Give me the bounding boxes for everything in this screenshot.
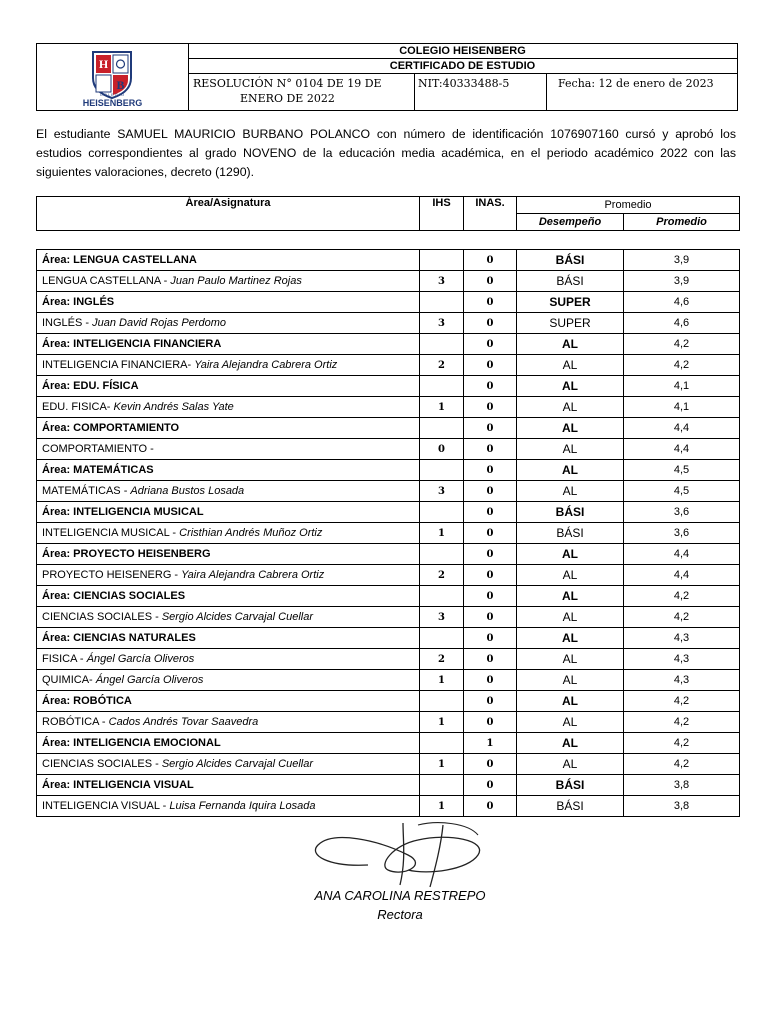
nit-cell [414, 74, 547, 110]
row-promedio: 4,2 [624, 586, 740, 607]
row-name-text: LENGUA CASTELLANA - [42, 275, 171, 287]
logo-small-text: COLEGIO [99, 92, 126, 97]
row-desempeno: BÁSI [517, 775, 624, 796]
row-inas: 0 [464, 607, 517, 628]
row-ihs [420, 334, 464, 355]
row-promedio: 4,3 [624, 628, 740, 649]
row-name [37, 523, 420, 544]
signer-role: Rectora [377, 907, 423, 922]
grades-table-header [36, 196, 740, 231]
row-name-text: INTELIGENCIA VISUAL - [42, 800, 170, 812]
row-ihs [420, 733, 464, 754]
row-name [37, 271, 420, 292]
row-ihs [420, 586, 464, 607]
row-desempeno: AL [517, 418, 624, 439]
row-desempeno: AL [517, 649, 624, 670]
row-inas: 0 [464, 334, 517, 355]
area-row [37, 376, 740, 397]
subject-row [37, 712, 740, 733]
row-desempeno: AL [517, 733, 624, 754]
row-promedio: 3,6 [624, 523, 740, 544]
row-name-text: Área: CIENCIAS NATURALES [42, 632, 196, 644]
row-inas: 0 [464, 376, 517, 397]
row-desempeno: BÁSI [517, 796, 624, 817]
row-ihs: 0 [420, 439, 464, 460]
row-inas: 0 [464, 796, 517, 817]
row-name-text: Área: INTELIGENCIA EMOCIONAL [42, 737, 221, 749]
row-desempeno: AL [517, 607, 624, 628]
row-desempeno: AL [517, 481, 624, 502]
row-ihs [420, 250, 464, 271]
row-name [37, 796, 420, 817]
row-desempeno: AL [517, 565, 624, 586]
row-desempeno: AL [517, 691, 624, 712]
row-ihs [420, 775, 464, 796]
row-name-text: COMPORTAMIENTO - [42, 443, 154, 455]
row-name [37, 649, 420, 670]
area-row [37, 418, 740, 439]
row-name-text: Área: MATEMÁTICAS [42, 464, 154, 476]
row-ihs [420, 418, 464, 439]
row-inas: 1 [464, 733, 517, 754]
subject-row [37, 271, 740, 292]
row-teacher: Adriana Bustos Losada [130, 485, 245, 497]
resolution-line-1: RESOLUCIÓN N° 0104 DE 19 DE [193, 77, 382, 90]
row-name-text: QUIMICA- [42, 674, 96, 686]
row-ihs: 3 [420, 271, 464, 292]
row-name [37, 544, 420, 565]
row-ihs: 3 [420, 607, 464, 628]
row-name-text: Área: INTELIGENCIA VISUAL [42, 779, 194, 791]
row-ihs [420, 292, 464, 313]
row-inas: 0 [464, 628, 517, 649]
row-name [37, 250, 420, 271]
row-name [37, 376, 420, 397]
subject-row [37, 754, 740, 775]
row-desempeno: AL [517, 334, 624, 355]
row-inas: 0 [464, 712, 517, 733]
row-desempeno: AL [517, 376, 624, 397]
row-desempeno: AL [517, 397, 624, 418]
row-promedio: 3,6 [624, 502, 740, 523]
row-promedio: 4,3 [624, 670, 740, 691]
row-promedio: 4,6 [624, 313, 740, 334]
row-ihs: 3 [420, 313, 464, 334]
area-row [37, 502, 740, 523]
row-desempeno: BÁSI [517, 523, 624, 544]
row-name [37, 397, 420, 418]
row-name [37, 565, 420, 586]
row-promedio: 4,5 [624, 481, 740, 502]
row-ihs: 1 [420, 397, 464, 418]
area-row [37, 586, 740, 607]
row-teacher: Cados Andrés Tovar Saavedra [108, 716, 259, 728]
issue-date: Fecha: 12 de enero de 2023 [558, 77, 714, 90]
row-name-text: INGLÉS - [42, 317, 93, 329]
row-promedio: 4,4 [624, 418, 740, 439]
row-inas: 0 [464, 397, 517, 418]
subject-row [37, 439, 740, 460]
row-ihs: 3 [420, 481, 464, 502]
row-name [37, 460, 420, 481]
row-promedio: 4,4 [624, 565, 740, 586]
row-inas: 0 [464, 418, 517, 439]
row-desempeno: AL [517, 439, 624, 460]
row-name [37, 628, 420, 649]
row-inas: 0 [464, 460, 517, 481]
row-promedio: 4,3 [624, 649, 740, 670]
row-name-text: INTELIGENCIA FINANCIERA- [42, 359, 195, 371]
row-name-text: INTELIGENCIA MUSICAL - [42, 527, 180, 539]
row-teacher: Yaira Alejandra Cabrera Ortiz [181, 569, 325, 581]
row-promedio: 3,8 [624, 775, 740, 796]
row-ihs: 2 [420, 649, 464, 670]
row-name-text: Área: PROYECTO HEISENBERG [42, 548, 211, 560]
row-promedio: 4,2 [624, 712, 740, 733]
row-desempeno: AL [517, 754, 624, 775]
row-inas: 0 [464, 481, 517, 502]
row-inas: 0 [464, 502, 517, 523]
row-promedio: 4,1 [624, 397, 740, 418]
row-inas: 0 [464, 250, 517, 271]
row-name-text: Área: INGLÉS [42, 296, 115, 308]
row-promedio: 4,4 [624, 439, 740, 460]
header-promedio: Promedio [624, 214, 740, 231]
row-name [37, 418, 420, 439]
area-row [37, 292, 740, 313]
row-inas: 0 [464, 544, 517, 565]
header-promedio-group: Promedio [517, 197, 740, 214]
row-name [37, 334, 420, 355]
row-ihs: 2 [420, 355, 464, 376]
row-teacher: Ángel García Oliveros [95, 674, 204, 686]
row-inas: 0 [464, 649, 517, 670]
row-promedio: 4,2 [624, 733, 740, 754]
row-name-text: Área: EDU. FÍSICA [42, 380, 139, 392]
area-row [37, 250, 740, 271]
row-name [37, 313, 420, 334]
subject-row [37, 565, 740, 586]
logo-letter-h: H [98, 57, 109, 71]
row-name [37, 712, 420, 733]
signature-icon [308, 815, 508, 895]
row-name-text: EDU. FISICA- [42, 401, 114, 413]
row-name [37, 355, 420, 376]
row-name [37, 439, 420, 460]
subject-row [37, 670, 740, 691]
row-name-text: Área: INTELIGENCIA MUSICAL [42, 506, 204, 518]
row-teacher: Cristhian Andrés Muñoz Ortiz [179, 527, 323, 539]
row-inas: 0 [464, 754, 517, 775]
row-desempeno: BÁSI [517, 271, 624, 292]
row-ihs: 1 [420, 523, 464, 544]
row-promedio: 4,4 [624, 544, 740, 565]
subject-row [37, 607, 740, 628]
row-inas: 0 [464, 565, 517, 586]
subject-row [37, 355, 740, 376]
row-promedio: 4,2 [624, 334, 740, 355]
header-desempeno: Desempeño [517, 214, 624, 231]
certificate-statement: El estudiante SAMUEL MAURICIO BURBANO POLANCO con número de identificación 1076907160 cursó y aprobó los estudios correspondientes al grado NOVENO de la educación media académica, en el periodo académico 2022 con las siguientes valoraciones, decreto (1290). [36, 127, 736, 179]
row-teacher: Juan Paulo Martinez Rojas [170, 275, 302, 287]
row-desempeno: AL [517, 355, 624, 376]
row-desempeno: AL [517, 628, 624, 649]
row-name-text: MATEMÁTICAS - [42, 485, 131, 497]
row-name-text: CIENCIAS SOCIALES - [42, 758, 162, 770]
row-name-text: Área: INTELIGENCIA FINANCIERA [42, 338, 222, 350]
row-ihs: 1 [420, 796, 464, 817]
row-desempeno: AL [517, 460, 624, 481]
row-ihs [420, 376, 464, 397]
signer-name: ANA CAROLINA RESTREPO [314, 888, 486, 903]
row-name-text: PROYECTO HEISENERG - [42, 569, 182, 581]
row-name-text: Área: CIENCIAS SOCIALES [42, 590, 186, 602]
row-inas: 0 [464, 586, 517, 607]
row-desempeno: BÁSI [517, 250, 624, 271]
row-ihs [420, 502, 464, 523]
row-inas: 0 [464, 670, 517, 691]
row-desempeno: AL [517, 544, 624, 565]
row-ihs: 1 [420, 754, 464, 775]
school-name: COLEGIO HEISENBERG [188, 44, 737, 59]
row-inas: 0 [464, 691, 517, 712]
logo-cell [37, 44, 189, 110]
row-name [37, 502, 420, 523]
row-inas: 0 [464, 439, 517, 460]
row-name-text: ROBÓTICA - [42, 716, 109, 728]
row-ihs [420, 544, 464, 565]
header-ihs: IHS [420, 197, 464, 231]
row-ihs: 2 [420, 565, 464, 586]
row-inas: 0 [464, 523, 517, 544]
row-promedio: 4,2 [624, 607, 740, 628]
header-area: Área/Asignatura [37, 197, 420, 231]
row-teacher: Ángel García Oliveros [86, 653, 195, 665]
row-promedio: 4,2 [624, 691, 740, 712]
row-promedio: 4,5 [624, 460, 740, 481]
subject-row [37, 397, 740, 418]
row-promedio: 4,6 [624, 292, 740, 313]
row-ihs: 1 [420, 670, 464, 691]
row-ihs [420, 460, 464, 481]
row-name-text: Área: COMPORTAMIENTO [42, 422, 180, 434]
row-name-text: FISICA - [42, 653, 87, 665]
row-promedio: 3,8 [624, 796, 740, 817]
row-desempeno: SUPER [517, 313, 624, 334]
row-name [37, 607, 420, 628]
row-teacher: Sergio Alcides Carvajal Cuellar [161, 611, 314, 623]
row-name [37, 691, 420, 712]
row-ihs: 1 [420, 712, 464, 733]
row-desempeno: BÁSI [517, 502, 624, 523]
area-row [37, 628, 740, 649]
subject-row [37, 796, 740, 817]
resolution-line-2: ENERO DE 2022 [240, 92, 335, 105]
row-teacher: Luisa Fernanda Iquira Losada [169, 800, 316, 812]
area-row [37, 775, 740, 796]
row-name [37, 586, 420, 607]
resolution-cell [188, 74, 415, 110]
row-desempeno: AL [517, 712, 624, 733]
row-promedio: 4,1 [624, 376, 740, 397]
row-name [37, 733, 420, 754]
row-teacher: Sergio Alcides Carvajal Cuellar [161, 758, 314, 770]
row-promedio: 4,2 [624, 355, 740, 376]
area-row [37, 460, 740, 481]
header-info-row [188, 74, 737, 110]
row-promedio: 3,9 [624, 271, 740, 292]
row-name-text: Área: LENGUA CASTELLANA [42, 254, 197, 266]
area-row [37, 733, 740, 754]
header-inas: INAS. [464, 197, 517, 231]
row-promedio: 3,9 [624, 250, 740, 271]
subject-row [37, 649, 740, 670]
subject-row [37, 481, 740, 502]
area-row [37, 691, 740, 712]
row-name [37, 670, 420, 691]
certificate-header [36, 43, 738, 111]
logo-school-name: HEISENBERG [82, 98, 143, 108]
row-ihs [420, 691, 464, 712]
row-desempeno: AL [517, 670, 624, 691]
area-row [37, 334, 740, 355]
row-name [37, 292, 420, 313]
date-cell [547, 74, 737, 110]
row-name-text: Área: ROBÓTICA [42, 695, 132, 707]
row-name [37, 754, 420, 775]
document-title: CERTIFICADO DE ESTUDIO [188, 59, 737, 74]
logo-letter-b: B [116, 78, 125, 92]
area-row [37, 544, 740, 565]
row-teacher: Juan David Rojas Perdomo [92, 317, 227, 329]
subject-row [37, 313, 740, 334]
row-inas: 0 [464, 355, 517, 376]
grades-table [36, 249, 740, 817]
row-promedio: 4,2 [624, 754, 740, 775]
row-name [37, 775, 420, 796]
row-desempeno: AL [517, 586, 624, 607]
row-teacher: Yaira Alejandra Cabrera Ortiz [194, 359, 338, 371]
row-inas: 0 [464, 775, 517, 796]
row-desempeno: SUPER [517, 292, 624, 313]
row-ihs [420, 628, 464, 649]
row-inas: 0 [464, 313, 517, 334]
row-inas: 0 [464, 292, 517, 313]
row-teacher: Kevin Andrés Salas Yate [113, 401, 234, 413]
row-name [37, 481, 420, 502]
row-inas: 0 [464, 271, 517, 292]
nit-value: NIT:40333488-5 [418, 77, 510, 90]
subject-row [37, 523, 740, 544]
row-name-text: CIENCIAS SOCIALES - [42, 611, 162, 623]
